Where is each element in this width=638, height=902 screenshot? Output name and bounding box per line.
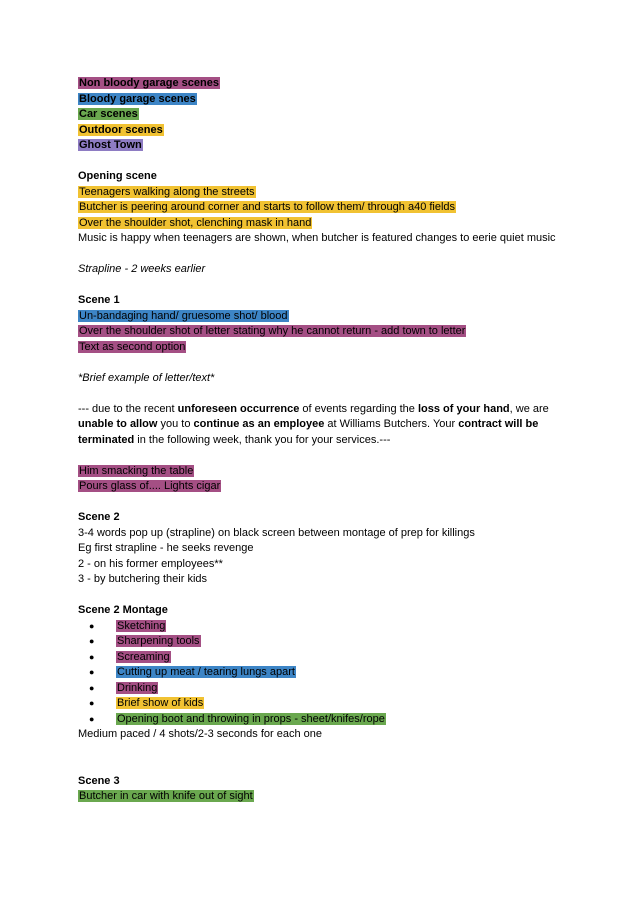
strapline-note: Strapline - 2 weeks earlier	[78, 263, 206, 275]
scene-2-line: 3-4 words pop up (strapline) on black screen between montage of prep for killings	[78, 526, 475, 539]
bullet-icon: ●	[89, 698, 95, 708]
spacer	[78, 355, 568, 371]
bullet-icon: ●	[89, 620, 95, 631]
list-item: ● Opening boot and throwing in props - sheet/knifes/rope	[78, 712, 568, 728]
legend-item-car: Car scenes	[79, 108, 138, 120]
scene-3-line: Butcher in car with knife out of sight	[79, 790, 253, 802]
spacer	[78, 758, 568, 774]
scene-2-montage-heading: Scene 2 Montage	[78, 604, 168, 616]
spacer	[78, 386, 568, 402]
montage-list	[78, 619, 568, 728]
scene-1-line: Over the shoulder shot of letter stating why he cannot return - add town to letter	[79, 325, 466, 337]
list-item: ● Screaming	[78, 650, 568, 666]
document-content	[78, 76, 568, 805]
scene-1-line: Un-bandaging hand/ gruesome shot/ blood	[79, 309, 288, 322]
scene-1-after-line: Pours glass of.... Lights cigar	[79, 480, 221, 492]
spacer	[78, 278, 568, 294]
spacer	[78, 154, 568, 170]
list-item: ● Brief show of kids	[78, 696, 568, 712]
scene-2-line: 3 - by butchering their kids	[78, 573, 208, 585]
opening-music-note: Music is happy when teenagers are shown, when butcher is featured changes to eerie quiet music	[78, 232, 556, 244]
bullet-icon: ●	[89, 713, 95, 724]
bullet-icon: ●	[89, 682, 95, 693]
spacer	[78, 247, 568, 263]
legend-item-ghost-town: Ghost Town	[79, 139, 142, 151]
spacer	[78, 495, 568, 511]
bullet-icon: ●	[89, 651, 95, 662]
scene-1-line: Text as second option	[79, 340, 186, 353]
scene-2-line: 2 - on his former employees**	[78, 557, 223, 570]
list-item: ● Cutting up meat / tearing lungs apart	[78, 665, 568, 681]
montage-pace-note: Medium paced / 4 shots/2-3 seconds for each one	[78, 728, 322, 740]
scene-3-heading: Scene 3	[78, 774, 120, 787]
opening-scene-heading: Opening scene	[78, 170, 157, 182]
legend-item-bloody: Bloody garage scenes	[79, 92, 196, 105]
scene-1-heading: Scene 1	[78, 294, 120, 306]
letter-example-label: *Brief example of letter/text*	[78, 371, 215, 384]
list-item: ● Sharpening tools	[78, 634, 568, 650]
legend-item-non-bloody: Non bloody garage scenes	[79, 77, 219, 89]
spacer	[78, 743, 568, 759]
spacer	[78, 588, 568, 604]
list-item: ● Sketching	[78, 619, 568, 635]
spacer	[78, 448, 568, 464]
scene-1-after-line: Him smacking the table	[79, 464, 194, 477]
opening-line: Butcher is peering around corner and starts to follow them/ through a40 fields	[79, 201, 456, 213]
legend-item-outdoor: Outdoor scenes	[79, 123, 163, 136]
opening-line: Over the shoulder shot, clenching mask in hand	[79, 216, 312, 229]
scene-2-line: Eg first strapline - he seeks revenge	[78, 542, 254, 554]
opening-line: Teenagers walking along the streets	[79, 185, 255, 198]
scene-2-heading: Scene 2	[78, 511, 120, 523]
bullet-icon: ●	[89, 636, 95, 646]
letter-text: --- due to the recent unforeseen occurrence of events regarding the loss of your hand, we are unable to allow you to continue as an employee at Williams Butchers. Your contract will be terminated in the following week, thank you for your services.---	[78, 402, 549, 446]
list-item: ● Drinking	[78, 681, 568, 697]
bullet-icon: ●	[89, 667, 95, 677]
